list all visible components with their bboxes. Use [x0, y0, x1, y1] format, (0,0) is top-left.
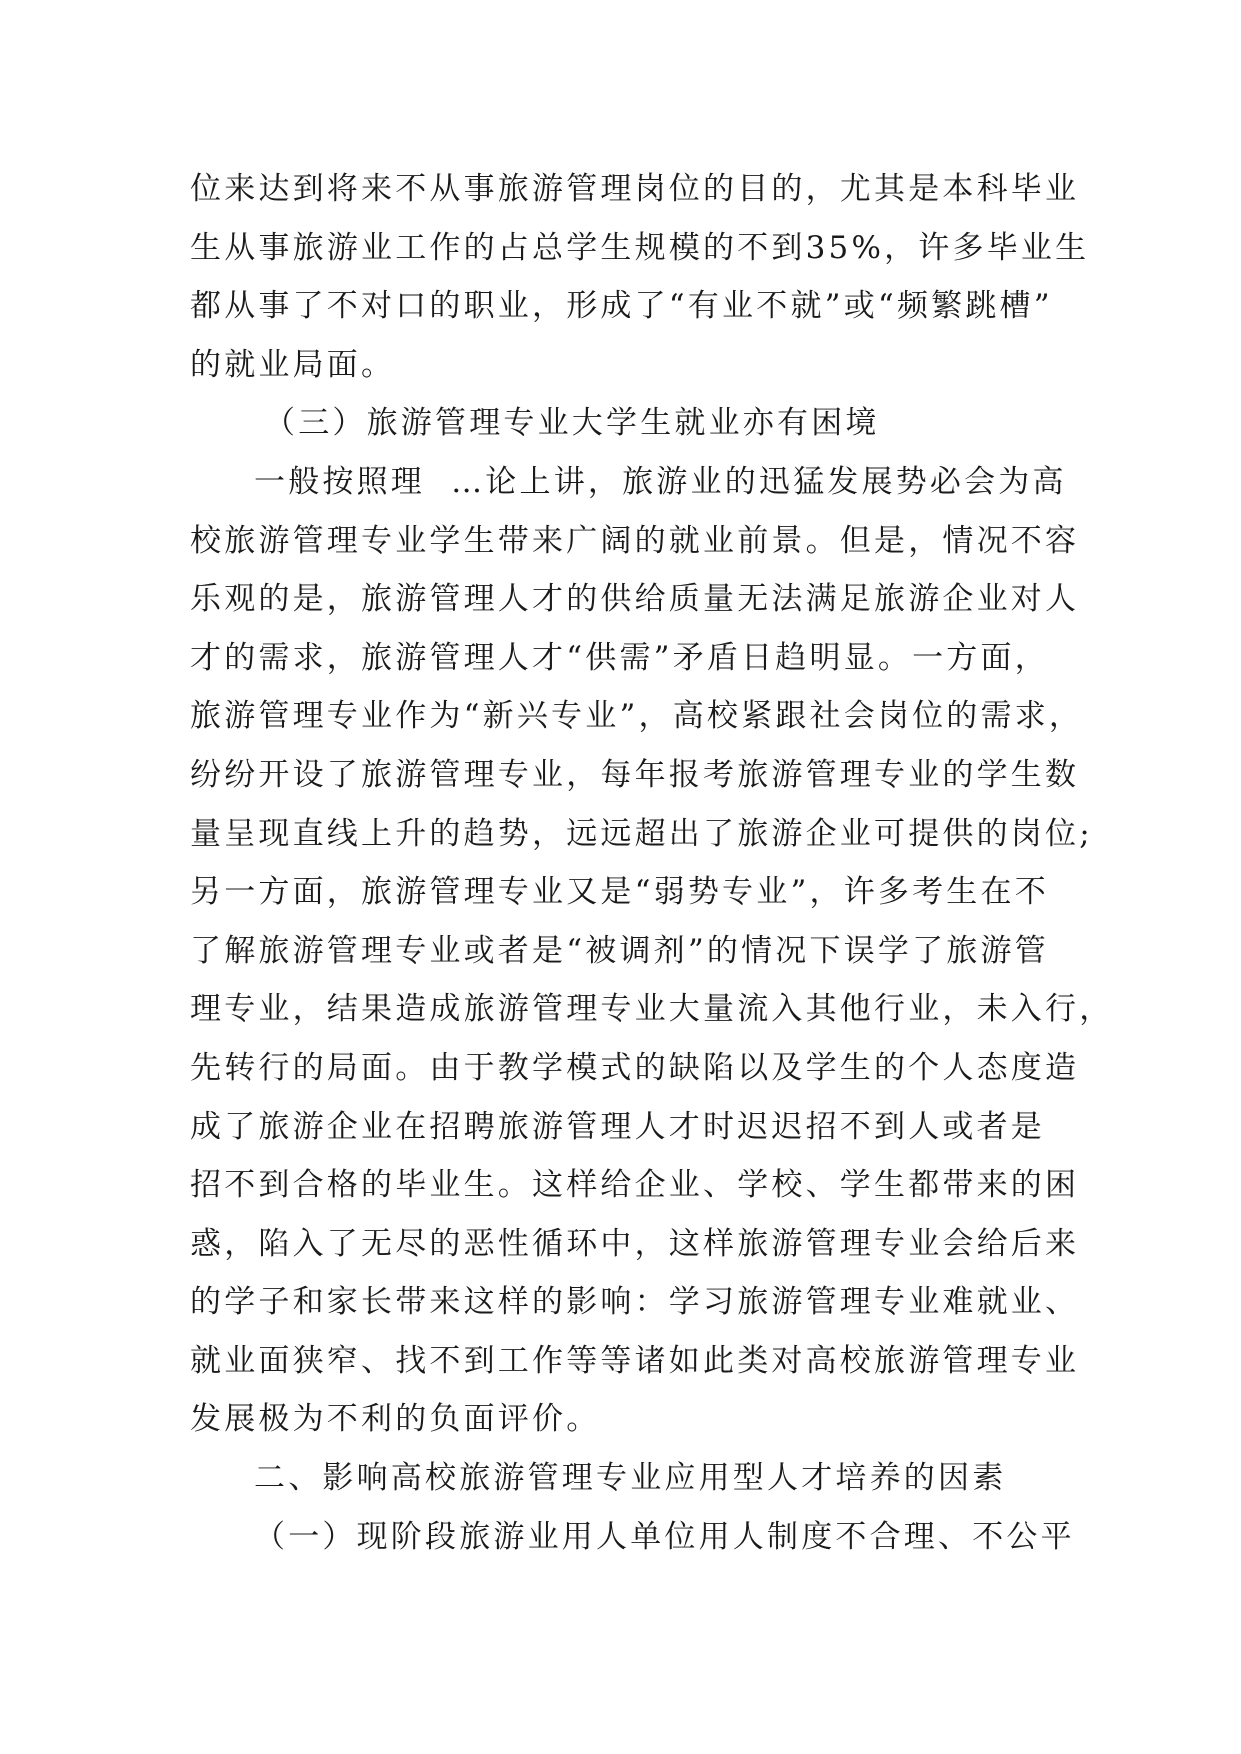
text-line: 都从事了不对口的职业，形成了“有业不就”或“频繁跳槽” — [190, 288, 1053, 325]
subsection-heading: （一）现阶段旅游业用人单位用人制度不合理、不公平 — [254, 1518, 1075, 1555]
text-line: 纷纷开设了旅游管理专业，每年报考旅游管理专业的学生数 — [190, 756, 1080, 793]
text-line: 先转行的局面。由于教学模式的缺陷以及学生的个人态度造 — [190, 1049, 1080, 1086]
text-line: 另一方面，旅游管理专业又是“弱势专业”，许多考生在不 — [190, 874, 1049, 911]
text-line: 就业面狭窄、找不到工作等等诸如此类对高校旅游管理专业 — [190, 1342, 1080, 1379]
document-body — [190, 160, 1114, 1566]
text-line: 惑，陷入了无尽的恶性循环中，这样旅游管理专业会给后来 — [190, 1225, 1080, 1262]
paragraph-first-line: 一般按照理 …论上讲，旅游业的迅猛发展势必会为高 — [254, 463, 1067, 500]
section-heading: 二、影响高校旅游管理专业应用型人才培养的因素 — [254, 1460, 1007, 1497]
text-line: 了解旅游管理专业或者是“被调剂”的情况下误学了旅游管 — [190, 932, 1049, 969]
text-line: 发展极为不利的负面评价。 — [190, 1401, 601, 1438]
text-line: 才的需求，旅游管理人才“供需”矛盾日趋明显。一方面， — [190, 639, 1049, 676]
text-line: 理专业，结果造成旅游管理专业大量流入其他行业，未入行， — [190, 991, 1114, 1028]
section-heading: （三）旅游管理专业大学生就业亦有困境 — [264, 405, 880, 442]
text-line: 位来达到将来不从事旅游管理岗位的目的，尤其是本科毕业 — [190, 171, 1080, 207]
text-line: 的学子和家长带来这样的影响：学习旅游管理专业难就业、 — [190, 1284, 1080, 1321]
text-line: 生从事旅游业工作的占总学生规模的不到35%，许多毕业生 — [190, 229, 1090, 266]
text-line: 的就业局面。 — [190, 346, 396, 383]
text-line: 成了旅游企业在招聘旅游管理人才时迟迟招不到人或者是 — [190, 1108, 1045, 1145]
text-line: 校旅游管理专业学生带来广阔的就业前景。但是，情况不容 — [190, 522, 1080, 559]
text-line: 量呈现直线上升的趋势，远远超出了旅游企业可提供的岗位; — [190, 815, 1093, 852]
text-line: 旅游管理专业作为“新兴专业”，高校紧跟社会岗位的需求， — [190, 698, 1084, 735]
text-line: 乐观的是，旅游管理人才的供给质量无法满足旅游企业对人 — [190, 581, 1080, 618]
text-line: 招不到合格的毕业生。这样给企业、学校、学生都带来的困 — [190, 1167, 1080, 1204]
